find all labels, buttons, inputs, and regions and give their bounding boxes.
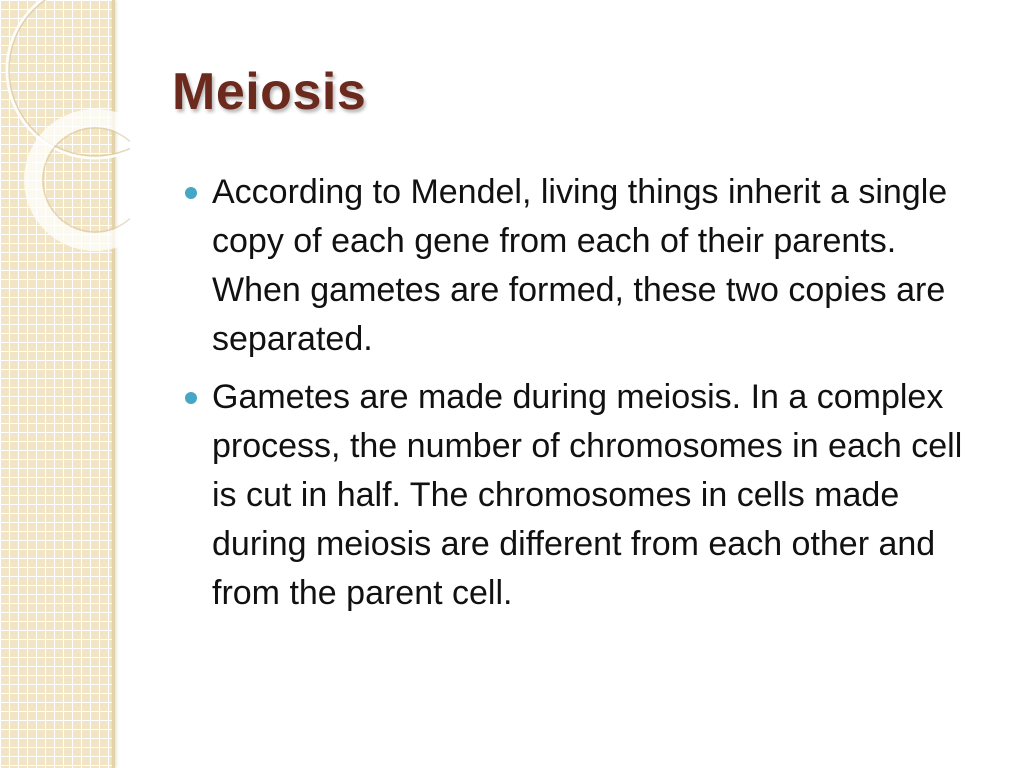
bullet-text: Gametes are made during meiosis. In a complex process, the number of chromosomes in each cell is cut in half. The chromosomes in cells made during meiosis are different from each other and from the parent cell. — [212, 378, 963, 612]
bullet-item — [182, 168, 992, 364]
bullet-item — [182, 373, 992, 618]
bullet-list — [182, 168, 992, 627]
decorative-rings-icon — [0, 0, 130, 260]
bullet-icon — [185, 187, 197, 199]
bullet-text: According to Mendel, living things inherit a single copy of each gene from each of their parents. When gametes are formed, these two copies are separated. — [212, 173, 948, 358]
ring-upper — [7, 0, 130, 158]
ring-lower — [33, 118, 130, 242]
slide-title: Meiosis — [172, 63, 367, 121]
bullet-icon — [185, 392, 197, 404]
